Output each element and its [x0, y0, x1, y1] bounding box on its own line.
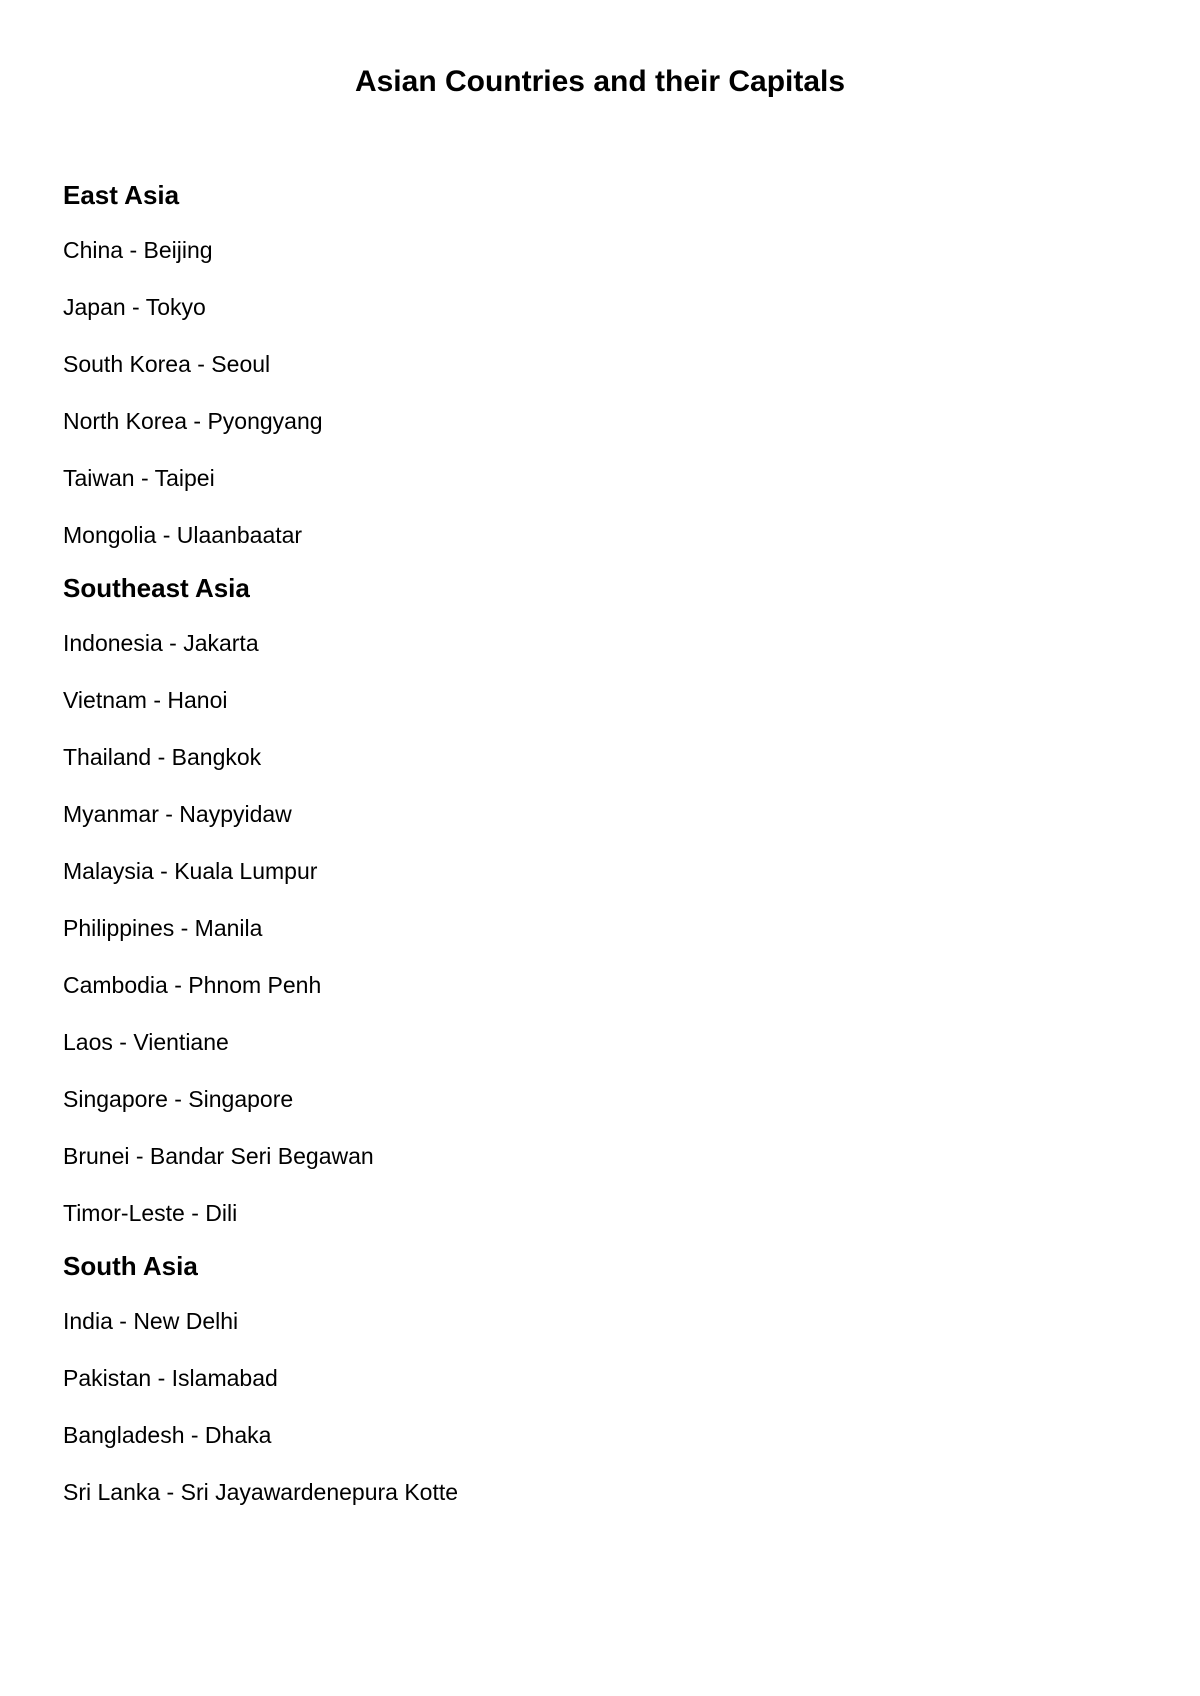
country-capital-entry: Vietnam - Hanoi — [63, 687, 228, 713]
country-capital-entry: South Korea - Seoul — [63, 351, 271, 377]
country-capital-entry: China - Beijing — [63, 237, 213, 263]
country-capital-entry: Japan - Tokyo — [63, 294, 206, 320]
country-capital-entry: Bangladesh - Dhaka — [63, 1422, 272, 1448]
section-south-asia — [63, 1251, 1143, 1506]
country-capital-entry: India - New Delhi — [63, 1308, 239, 1334]
country-capital-entry: North Korea - Pyongyang — [63, 408, 323, 434]
section-heading: South Asia — [63, 1251, 198, 1281]
country-capital-entry: Laos - Vientiane — [63, 1029, 229, 1055]
section-east-asia — [63, 180, 1143, 549]
section-southeast-asia — [63, 573, 1143, 1227]
country-capital-entry: Timor-Leste - Dili — [63, 1200, 238, 1226]
country-capital-entry: Brunei - Bandar Seri Begawan — [63, 1143, 374, 1169]
section-heading: East Asia — [63, 180, 180, 210]
country-capital-entry: Myanmar - Naypyidaw — [63, 801, 292, 827]
section-heading: Southeast Asia — [63, 573, 250, 603]
country-capital-entry: Taiwan - Taipei — [63, 465, 215, 491]
country-capital-entry: Pakistan - Islamabad — [63, 1365, 278, 1391]
country-capital-entry: Sri Lanka - Sri Jayawardenepura Kotte — [63, 1479, 459, 1505]
country-capital-entry: Cambodia - Phnom Penh — [63, 972, 322, 998]
document-content — [63, 180, 1143, 1506]
country-capital-entry: Singapore - Singapore — [63, 1086, 294, 1112]
document-title: Asian Countries and their Capitals — [354, 65, 846, 98]
country-capital-entry: Philippines - Manila — [63, 915, 263, 941]
country-capital-entry: Malaysia - Kuala Lumpur — [63, 858, 318, 884]
country-capital-entry: Indonesia - Jakarta — [63, 630, 259, 656]
country-capital-entry: Mongolia - Ulaanbaatar — [63, 522, 303, 548]
country-capital-entry: Thailand - Bangkok — [63, 744, 262, 770]
